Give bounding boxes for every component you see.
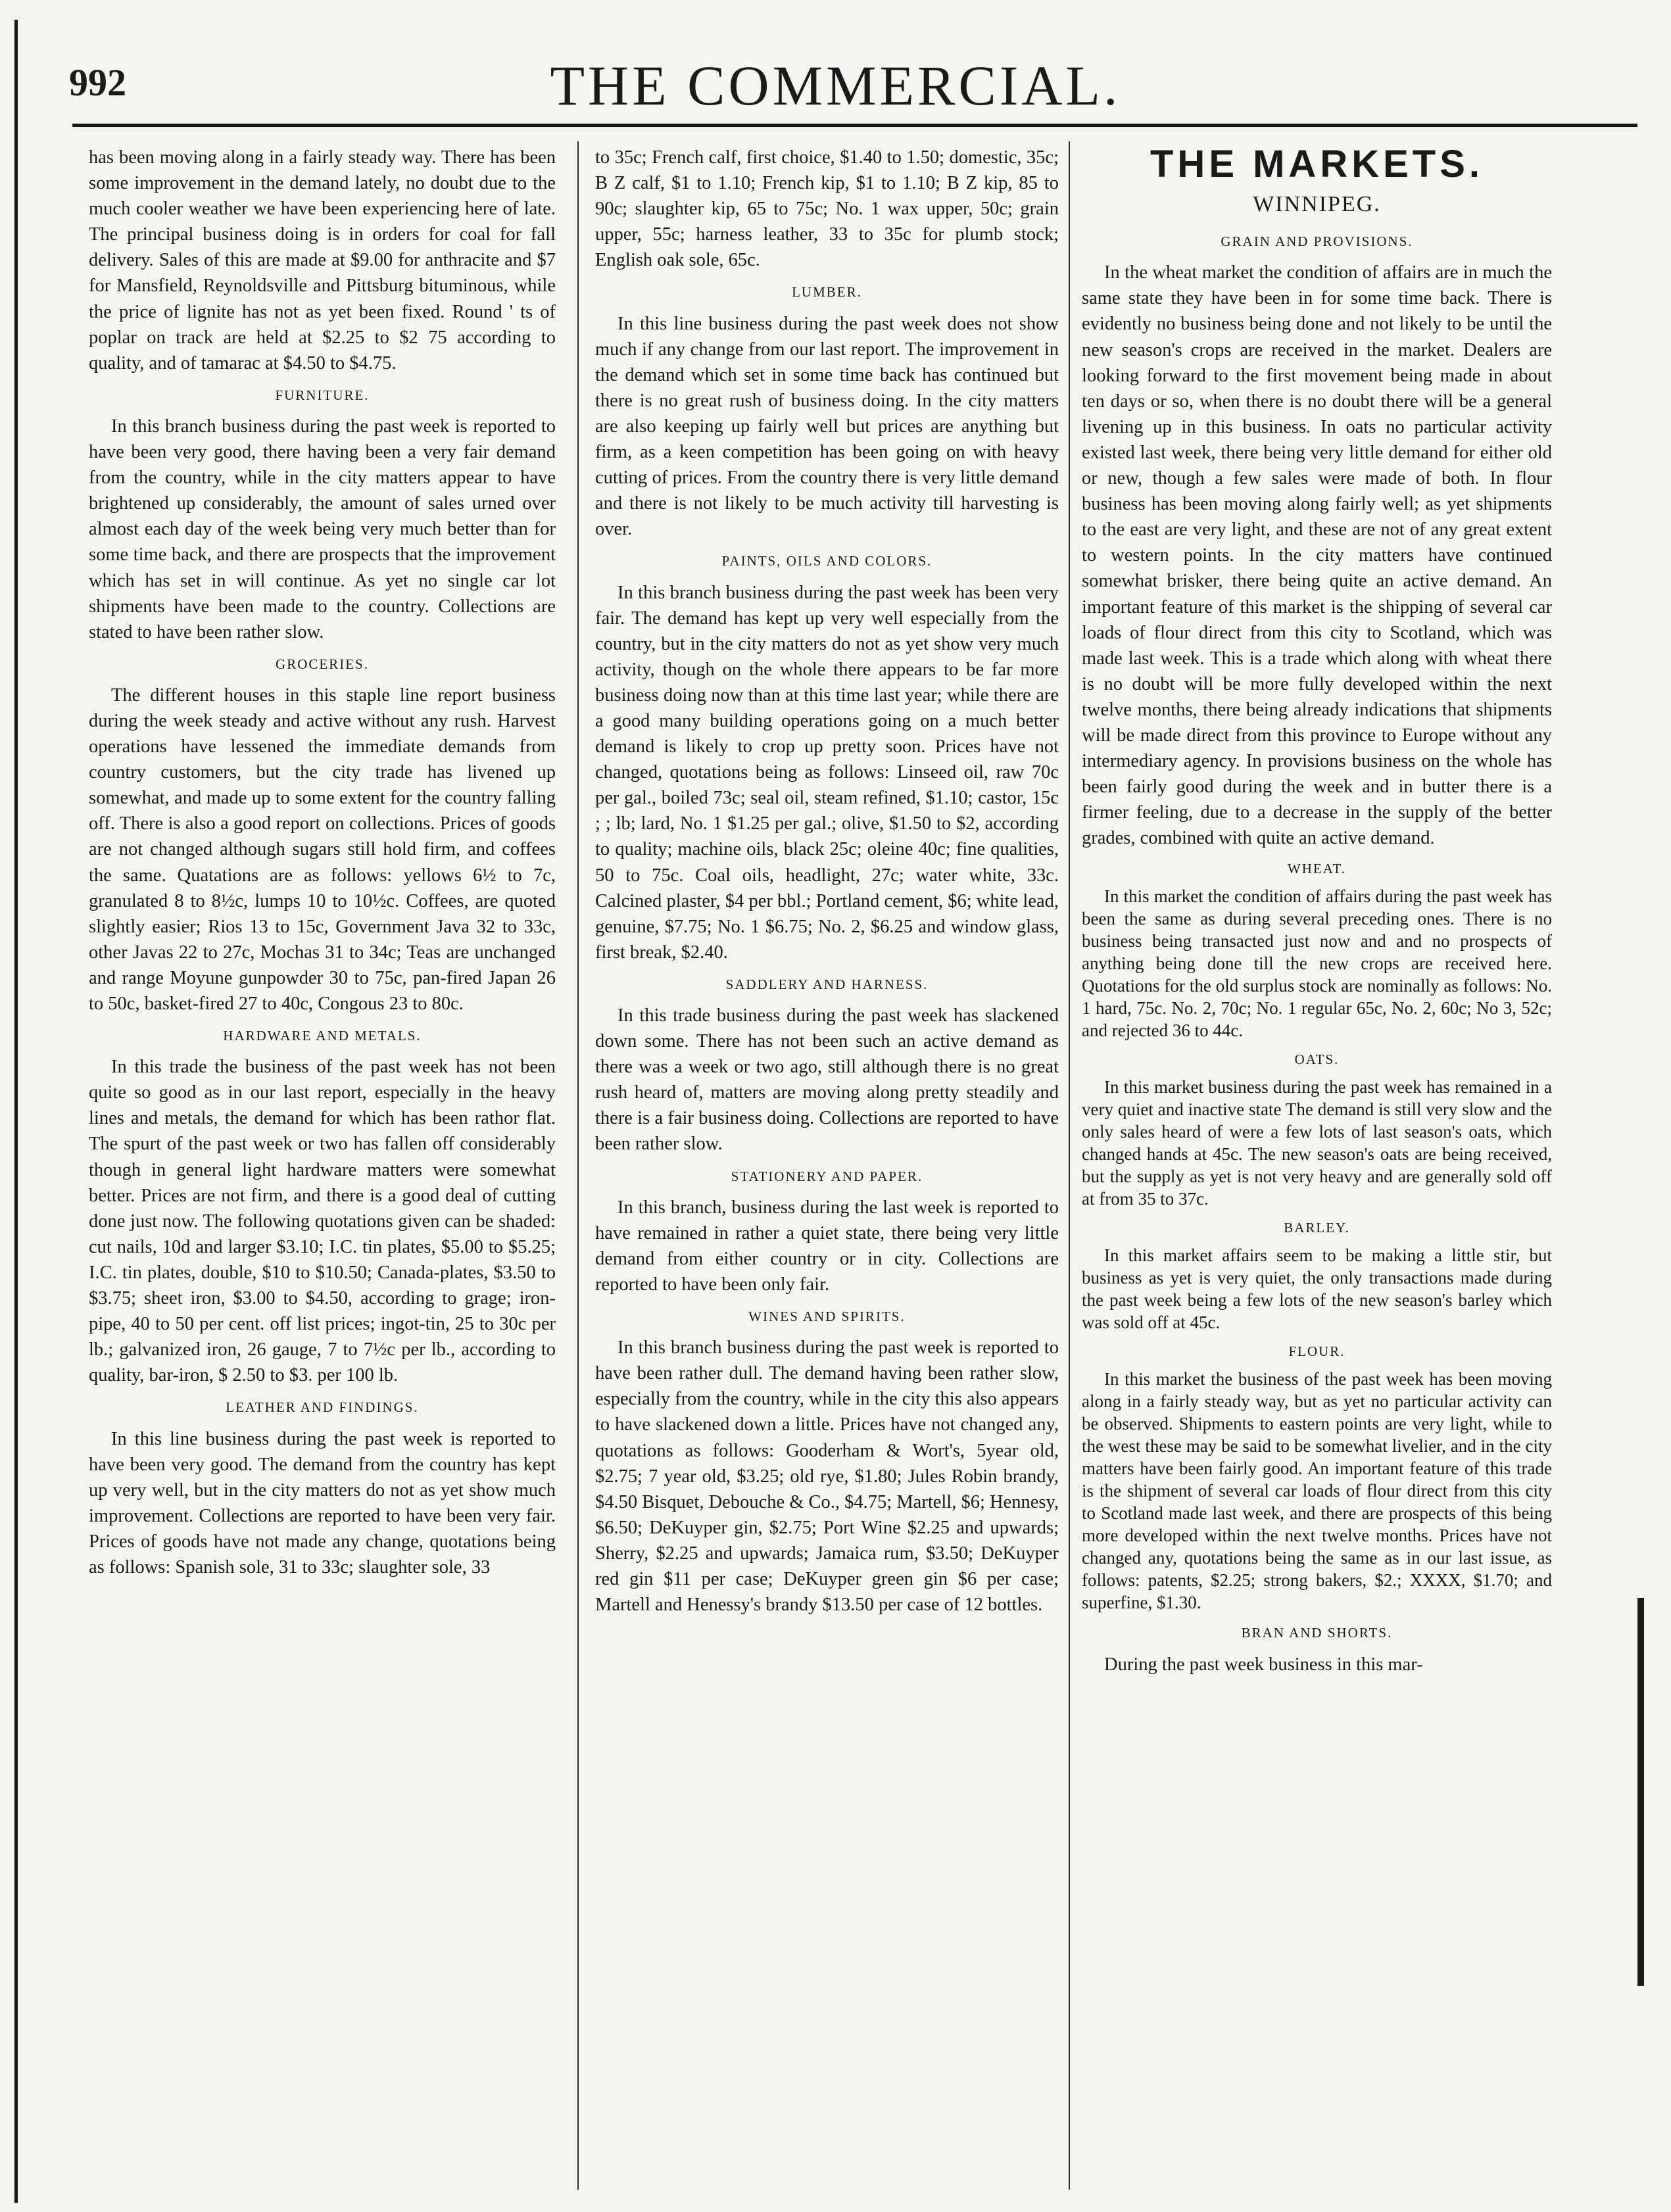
groceries-paragraph: The different houses in this staple line report business during the week steady and active without any rush. Harvest operations have lessened the immediate demands from country customers, but the city trade has livened up somewhat, and made up to some extent for the country falling off. There is also a good report on collections. Prices of goods are not changed although sugars still hold firm, and coffees the same. Quatations are as follows: yellows 6½ to 7c, granulated 8 to 8½c, lumps 10 to 10½c. Coffees, are quoted slightly easier; Rios 13 to 15c, Government Java 32 to 33c, other Javas 22 to 27c, Mochas 31 to 34c; Teas are unchanged and range Moyune gunpowder 30 to 75c, pan-fired Japan 26 to 50c, basket-fired 27 to 40c, Congous 23 to 80c.	[89, 685, 556, 1014]
groceries-heading: GROCERIES.	[276, 656, 369, 672]
flour-heading: FLOUR.	[1288, 1343, 1345, 1360]
lumber-paragraph: In this line business during the past week does not show much if any change from our last report. The improvement in the demand which set in some time back has continued but there is no great rush of business doing. In the city matters are also keeping up fairly well but prices are anything but firm, as a keen competition has been going on with heavy cutting of prices. From the country there is very little demand and there is not likely to be much activity till harvesting is over.	[595, 313, 1059, 540]
furniture-heading: FURNITURE.	[275, 387, 370, 403]
winnipeg-heading: WINNIPEG.	[1253, 192, 1381, 217]
leather-paragraph: In this line business during the past week is reported to have been very good. The demand from the country has kept up very well, but in the city matters do not as yet show much improvement. Collections are reported to have been very fair. Prices of goods have not made any change, quotations being as follows: Spanish sole, 31 to 33c; slaughter sole, 33	[89, 1428, 556, 1577]
column-divider-2	[1069, 141, 1070, 2190]
grain-heading: GRAIN AND PROVISIONS.	[1221, 233, 1413, 250]
column-2	[595, 145, 1059, 2196]
oats-paragraph: In this market business during the past week has remained in a very quiet and inactive state The demand is still very slow and the only sales heard of were a few lots of last season's oats, which changed hands at 45c. The new season's oats are being received, but the supply as yet is not very heavy and are generally sold off at from 35 to 37c.	[1082, 1077, 1552, 1209]
barley-heading: BARLEY.	[1284, 1220, 1350, 1236]
leather-heading: LEATHER AND FINDINGS.	[226, 1399, 419, 1416]
saddlery-paragraph: In this trade business during the past week has slackened down some. There has not been such an active demand as there was a week or two ago, still although there is no great rush heard of, matters are moving along pretty steadily and there is a fair business doing. Collections are reported to have been rather slow.	[595, 1005, 1059, 1155]
publication-title: THE COMMERCIAL.	[550, 54, 1121, 117]
page-number: 992	[69, 61, 126, 104]
oats-heading: OATS.	[1294, 1051, 1340, 1068]
column-3	[1082, 145, 1552, 2196]
page-right-mark	[1637, 1598, 1644, 1986]
stationery-heading: STATIONERY AND PAPER.	[731, 1168, 923, 1184]
wines-paragraph: In this branch business during the past week is reported to have been rather dull. The demand having been rather slow, especially from the country, while in the city this also appears to have slackened down a little. Prices have not changed any, quotations as follows: Gooderham & Wort's, 5year old, $2.75; 7 year old, $3.25; old rye, $1.80; Jules Robin brandy, $4.50 Bisquet, Debouche & Co., $4.75; Martell, $6; Hennesy, $6.50; DeKuyper gin, $2.75; Port Wine $2.25 and upwards; Sherry, $2.25 and upwards; Jamaica rum, $3.50; DeKuyper red gin $11 per case; DeKuyper green gin $6 per case; Martell and Henessy's brandy $13.50 per case of 12 bottles.	[595, 1337, 1059, 1616]
hardware-paragraph: In this trade the business of the past week has not been quite so good as in our last report, especially in the heavy lines and metals, the demand for which has been rathor flat. The spurt of the past week or two has fallen off considerably though in general light hardware matters were somewhat better. Prices are not firm, and there is a good deal of cutting done just now. The following quotations given can be shaded: cut nails, 10d and larger $3.10; I.C. tin plates, $5.00 to $5.25; I.C. tin plates, double, $10 to $10.50; Canada-plates, $3.50 to $3.75; sheet iron, $3.00 to $4.50, according to grage; iron-pipe, 40 to 50 per cent. off list prices; ingot-tin, 25 to 30c per lb.; galvanized iron, 26 gauge, 7 to 7½c per lb., according to quality, bar-iron, $ 2.50 to $3. per 100 lb.	[89, 1057, 556, 1386]
hardware-heading: HARDWARE AND METALS.	[223, 1028, 422, 1044]
header-rule	[72, 124, 1637, 127]
page-header	[0, 0, 1671, 125]
wheat-paragraph: In this market the condition of affairs during the past week has been the same as during several preceding ones. There is no business being transacted just now and and no prospects of anything being done till the new crops are received here. Quotations for the old surplus stock are nominally as follows: No. 1 hard, 75c. No. 2, 70c; No. 1 regular 65c, No. 2, 60c; No 3, 52c; and rejected 36 to 44c.	[1082, 886, 1552, 1041]
lumber-heading: LUMBER.	[792, 284, 862, 301]
paints-heading: PAINTS, OILS AND COLORS.	[721, 553, 932, 569]
stationery-paragraph: In this branch, business during the last week is reported to have remained in rather a quiet state, there being very little demand from either country or in city. Collections are reported to have been only fair.	[595, 1197, 1059, 1295]
leather-paragraph-continued: to 35c; French calf, first choice, $1.40 to 1.50; domestic, 35c; B Z calf, $1 to 1.10; French kip, $1 to 1.10; B Z kip, 85 to 90c; slaughter kip, 65 to 75c; No. 1 wax upper, 50c; grain upper, 55c; harness leather, 33 to 35c for plumb stock; English oak sole, 65c.	[595, 147, 1059, 271]
wines-heading: WINES AND SPIRITS.	[748, 1309, 906, 1325]
saddlery-heading: SADDLERY AND HARNESS.	[725, 976, 929, 992]
bran-heading: BRAN AND SHORTS.	[1241, 1625, 1393, 1641]
column-divider-1	[577, 141, 579, 2190]
page-left-border	[14, 20, 18, 2203]
column-1	[89, 145, 556, 2196]
grain-paragraph: In the wheat market the condition of affairs are in much the same state they have been in for some time back. There is evidently no business being done and not likely to be until the new season's crops are received in the market. Dealers are looking forward to the first movement being made in about ten days or so, when there is no doubt there will be a general livening up in this business. In oats no particular activity existed last week, there being very little demand for either old or new, though a few sales were made of both. In flour business has been moving along fairly well; as yet shipments to the east are very light, and these are not of any great extent to western points. In the city matters have continued somewhat brisker, there being quite an active demand. An important feature of this market is the shipping of several car loads of flour direct from this city to Scotland, which was made last week. This is a trade which along with wheat there is no doubt will be more fully developed within the next twelve months, there being already indications that shipments will be made direct from this province to Europe without any intermediary agency. In provisions business on the whole has been fairly good during the week and in butter there is a firmer feeling, due to a decrease in the supply of the better grades, combined with quite an active demand.	[1082, 262, 1552, 849]
furniture-paragraph: In this branch business during the past week is reported to have been very good, there having been a very fair demand from the country, while in the city matters appear to have brightened up considerably, the amount of sales urned over almost each day of the week being very much better than for some time back, and there are prospects that the improvement which has set in will continue. As yet no single car lot shipments have been made to the country. Collections are stated to have been rather slow.	[89, 416, 556, 642]
flour-paragraph: In this market the business of the past week has been moving along in a fairly steady way, but as yet no particular activity can be observed. Shipments to eastern points are very light, while to the west these may be said to be somewhat livelier, and in the city matters have been fairly good. An important feature of this trade is the shipment of several car loads of flour direct from this city to Scotland made last week, and there are prospects of this being more developed within the next twelve months. Prices have not changed any, quotations being the same as in our last issue, as follows: patents, $2.25; strong bakers, $2.; XXXX, $1.70; and superfine, $1.30.	[1082, 1369, 1552, 1613]
paints-paragraph: In this branch business during the past week has been very fair. The demand has kept up very well especially from the country, but in the city matters do not as yet show very much activity, though on the whole there appears to be far more business doing now than at this time last year; while there are a good many building operations going on a much better demand is likely to crop up pretty soon. Prices have not changed, quotations being as follows: Linseed oil, raw 70c per gal., boiled 73c; seal oil, steam refined, $1.10; castor, 15c ; ; lb; lard, No. 1 $1.25 per gal.; olive, $1.50 to $2, according to quality; machine oils, black 25c; oleine 40c; fine qualities, 50 to 75c. Coal oils, headlight, 27c; water white, 33c. Calcined plaster, $4 per bbl.; Portland cement, $6; white lead, genuine, $7.75; No. 1 $6.75; No. 2, $6.25 and window glass, first break, $2.40.	[595, 582, 1059, 963]
wheat-heading: WHEAT.	[1287, 861, 1347, 877]
barley-paragraph: In this market affairs seem to be making a little stir, but business as yet is very quiet, the only transactions made during the past week being a few lots of the new season's barley which was sold off at 45c.	[1082, 1245, 1552, 1333]
market-reports	[1082, 857, 1552, 1614]
coal-paragraph-continued: has been moving along in a fairly steady way. There has been some improvement in the demand lately, no doubt due to the much cooler weather we have been experiencing here of late. The principal business doing is in orders for coal for fall delivery. Sales of this are made at $9.00 for anthracite and $7 for Mansfield, Reynoldsville and Pittsburg bituminous, while the price of lignite has not as yet been fixed. Round ' ts of poplar on track are held at $2.25 to $2 75 according to quality, and of tamarac at $4.50 to $4.75.	[89, 147, 556, 373]
markets-title: THE MARKETS.	[1150, 145, 1484, 185]
bran-paragraph: During the past week business in this mar-	[1104, 1654, 1423, 1675]
